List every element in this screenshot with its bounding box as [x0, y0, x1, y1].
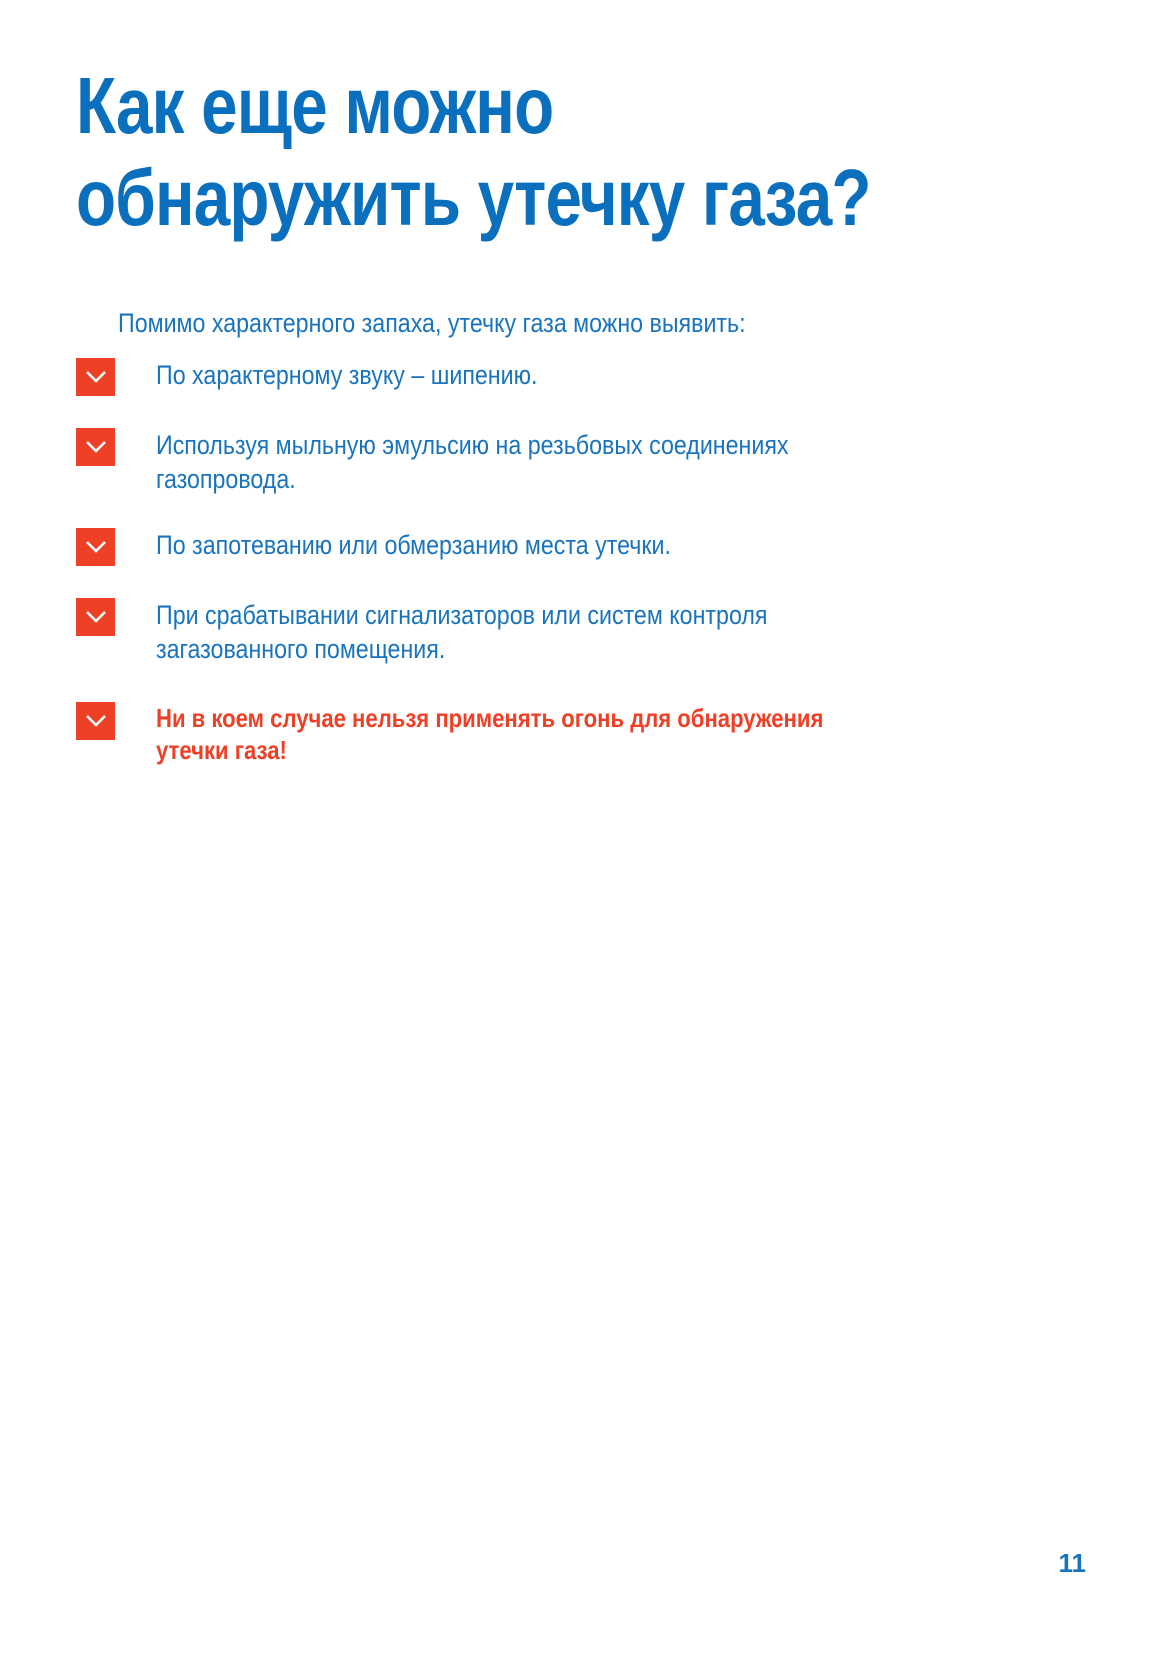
- list-item-text: Используя мыльную эмульсию на резьбовых соединениях газопровода.: [156, 430, 789, 494]
- checkmark-icon: [76, 598, 115, 636]
- page-title-line-2: обнаружить утечку газа?: [76, 153, 871, 242]
- intro-text: Помимо характерного запаха, утечку газа можно выявить:: [118, 308, 746, 338]
- checkmark-icon: [76, 528, 115, 566]
- page-title-line-1: Как еще можно: [76, 61, 554, 150]
- page-number: 11: [1058, 1548, 1086, 1578]
- checkmark-icon: [76, 428, 115, 466]
- checkmark-icon: [76, 358, 115, 396]
- list-item-text: По запотеванию или обмерзанию места утечки.: [156, 530, 671, 560]
- list-item-text: По характерному звуку – шипению.: [156, 360, 538, 390]
- list-item-text: При срабатывании сигнализаторов или систем контроля загазованного помещения.: [156, 600, 768, 664]
- warning-text: Ни в коем случае нельзя применять огонь для обнаружения утечки газа!: [156, 703, 824, 765]
- page-title: [76, 60, 896, 244]
- checkmark-icon: [76, 702, 115, 740]
